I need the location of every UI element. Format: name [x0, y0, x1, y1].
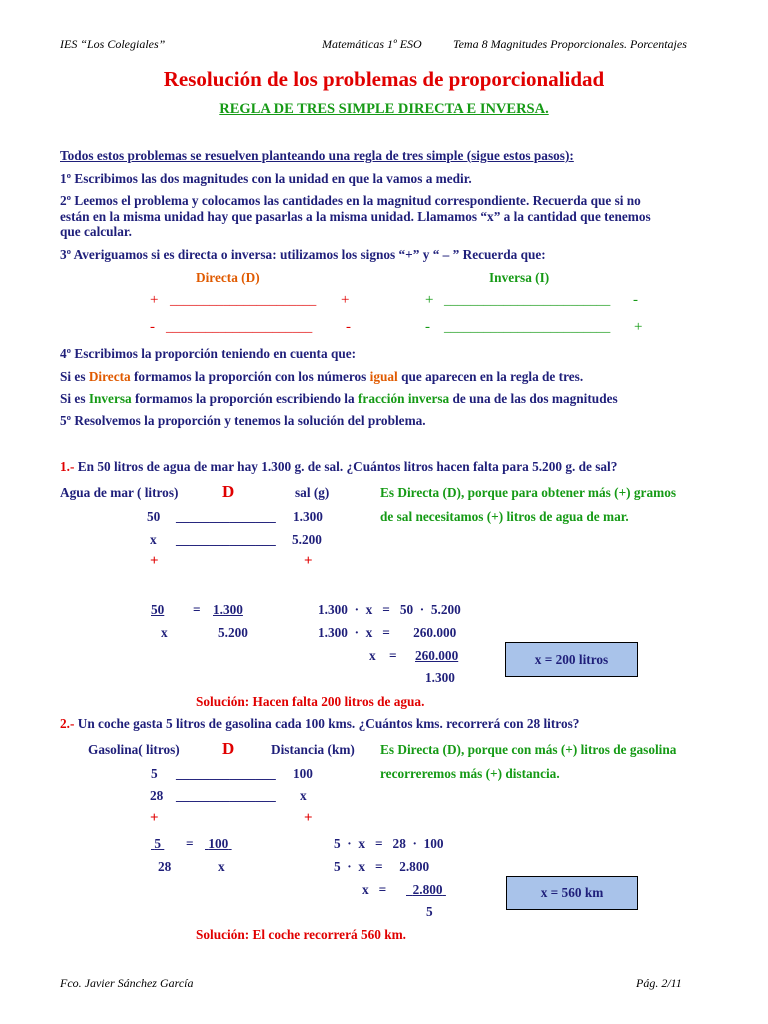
- problem-1-row-1-b: 1.300: [293, 509, 323, 524]
- problem-1-type: D: [222, 482, 235, 501]
- inversa-sign-1-right: -: [633, 292, 638, 308]
- directa-label: Directa (D): [196, 270, 260, 285]
- problem-2-type: D: [222, 739, 235, 758]
- inversa-sign-2-left: -: [425, 319, 430, 335]
- step-5: 5º Resolvemos la proporción y tenemos la solución del problema.: [60, 413, 426, 428]
- problem-2-equation-3-num-value: 2.800: [412, 882, 443, 897]
- problem-1-equation-3-den: 1.300: [425, 670, 455, 685]
- rule-inversa-text-3: de una de las dos magnitudes: [449, 391, 618, 406]
- problem-1-number: 1.-: [60, 459, 75, 474]
- problem-1-row-1-line: _______________: [176, 509, 276, 524]
- problem-1-solution: Solución: Hacen falta 200 litros de agua.: [196, 694, 425, 709]
- directa-sign-2-right: -: [346, 319, 351, 335]
- problem-2-equation-1: 5 · x = 28 · 100: [334, 836, 444, 851]
- rule-inversa: [60, 391, 618, 407]
- problem-2-row-2-a: 28: [150, 788, 164, 803]
- problem-1-text: En 50 litros de agua de mar hay 1.300 g. de sal. ¿Cuántos litros hacen falta para 5.200 g. de sal?: [74, 459, 618, 474]
- inversa-line-1: _________________________: [444, 292, 611, 307]
- problem-2-row-2-line: _______________: [176, 788, 276, 803]
- page-title: Resolución de los problemas de proporcionalidad: [163, 67, 605, 91]
- footer-page: Pág. 2/11: [636, 976, 682, 990]
- problem-2-row-1-a: 5: [151, 766, 158, 781]
- rule-inversa-fraccion: fracción inversa: [357, 391, 450, 406]
- intro-text: Todos estos problemas se resuelven planteando una regla de tres simple (sigue estos pasos):: [60, 148, 574, 163]
- problem-1-explanation-1: Es Directa (D), porque para obtener más (+) gramos: [380, 485, 677, 500]
- problem-1-plus-b: +: [304, 553, 313, 569]
- inversa-sign-2-right: +: [634, 319, 643, 335]
- problem-2-equation-2: 5 · x = 2.800: [334, 859, 430, 874]
- problem-2-plus-b: +: [304, 810, 313, 826]
- problem-1-row-2-a: x: [150, 532, 157, 547]
- problem-2-frac-eq: =: [186, 836, 194, 851]
- header-subject: Matemáticas 1º ESO: [322, 37, 422, 51]
- problem-1-row-2-line: _______________: [176, 532, 276, 547]
- rule-directa: [60, 369, 583, 385]
- rule-inversa-text-1: Si es: [60, 391, 89, 406]
- problem-1-row-2-b: 5.200: [292, 532, 322, 547]
- problem-1-explanation-2: de sal necesitamos (+) litros de agua de mar.: [380, 509, 629, 524]
- problem-2-row-2-b: x: [300, 788, 307, 803]
- directa-sign-2-left: -: [150, 319, 155, 335]
- header-topic: Tema 8 Magnitudes Proporcionales. Porcentajes: [453, 37, 687, 51]
- header-school: IES “Los Colegiales”: [60, 37, 166, 51]
- rule-inversa-text-2: formamos la proporción escribiendo la: [131, 391, 358, 406]
- problem-2-frac-1-den: 28: [158, 859, 172, 874]
- rule-inversa-keyword: Inversa: [88, 391, 132, 406]
- problem-2-magnitude-1: Gasolina( litros): [88, 742, 180, 757]
- problem-2-row-1-line: _______________: [176, 766, 276, 781]
- step-2-line-3: que calcular.: [60, 224, 132, 239]
- step-1: 1º Escribimos las dos magnitudes con la unidad en que la vamos a medir.: [60, 171, 472, 186]
- problem-2-frac-1-num-value: 5: [154, 836, 161, 851]
- rule-directa-text-3: que aparecen en la regla de tres.: [397, 369, 584, 384]
- rule-directa-igual: igual: [369, 369, 398, 384]
- problem-1-equation-1: 1.300 · x = 50 · 5.200: [318, 602, 461, 617]
- step-2-line-1: 2º Leemos el problema y colocamos las cantidades en la magnitud correspondiente. Recuerda que si no: [60, 193, 641, 208]
- problem-2-statement: [60, 716, 579, 732]
- problem-1-statement: [60, 459, 617, 475]
- problem-1-row-1-a: 50: [147, 509, 161, 524]
- page-subtitle: REGLA DE TRES SIMPLE DIRECTA E INVERSA.: [219, 101, 549, 117]
- problem-1-frac-1-den: x: [161, 625, 168, 640]
- problem-1-frac-2-num: 1.300: [213, 602, 243, 617]
- directa-line-2: ______________________: [166, 319, 313, 334]
- problem-2-equation-3-num: [406, 882, 446, 898]
- problem-2-magnitude-2: Distancia (km): [271, 742, 355, 757]
- problem-1-frac-2-den: 5.200: [218, 625, 248, 640]
- problem-2-row-1-b: 100: [293, 766, 313, 781]
- problem-2-text: Un coche gasta 5 litros de gasolina cada 100 kms. ¿Cuántos kms. recorrerá con 28 litros?: [74, 716, 580, 731]
- problem-1-magnitude-1: Agua de mar ( litros): [60, 485, 179, 500]
- rule-directa-text-2: formamos la proporción con los números: [130, 369, 370, 384]
- problem-1-plus-a: +: [150, 553, 159, 569]
- problem-1-frac-1-num: 50: [151, 602, 165, 617]
- inversa-line-2: _________________________: [444, 319, 611, 334]
- footer-author: Fco. Javier Sánchez García: [60, 976, 194, 990]
- problem-1-equation-3-lhs: x =: [369, 648, 397, 663]
- problem-2-equation-3-lhs: x =: [362, 882, 387, 897]
- problem-2-frac-2-num-value: 100: [208, 836, 229, 851]
- directa-sign-1-left: +: [150, 292, 159, 308]
- inversa-label: Inversa (I): [489, 270, 550, 285]
- step-2-line-2: están en la misma unidad hay que pasarlas a la misma unidad. Llamamos “x” a la cantidad que tenemos: [60, 209, 651, 224]
- problem-2-frac-2-num: [205, 836, 232, 852]
- problem-1-magnitude-2: sal (g): [295, 485, 330, 500]
- step-3: 3º Averiguamos si es directa o inversa: utilizamos los signos “+” y “ – ” Recuerda que:: [60, 247, 546, 262]
- rule-directa-keyword: Directa: [88, 369, 131, 384]
- problem-1-result-box: x = 200 litros: [505, 642, 638, 677]
- problem-2-equation-3-den: 5: [426, 904, 433, 919]
- problem-2-frac-1-num: [151, 836, 164, 852]
- problem-2-explanation-1: Es Directa (D), porque con más (+) litros de gasolina: [380, 742, 677, 757]
- rule-directa-text-1: Si es: [60, 369, 89, 384]
- problem-1-equation-3-num: 260.000: [415, 648, 459, 663]
- problem-2-explanation-2: recorreremos más (+) distancia.: [380, 766, 560, 781]
- problem-2-result-box: x = 560 km: [506, 876, 638, 910]
- directa-line-1: ______________________: [170, 292, 317, 307]
- directa-sign-1-right: +: [341, 292, 350, 308]
- problem-2-solution: Solución: El coche recorrerá 560 km.: [196, 927, 407, 942]
- problem-2-plus-a: +: [150, 810, 159, 826]
- step-4: 4º Escribimos la proporción teniendo en cuenta que:: [60, 346, 357, 361]
- problem-1-frac-eq: =: [193, 602, 201, 617]
- problem-1-equation-2: 1.300 · x = 260.000: [318, 625, 457, 640]
- problem-2-number: 2.-: [60, 716, 75, 731]
- inversa-sign-1-left: +: [425, 292, 434, 308]
- problem-2-frac-2-den: x: [218, 859, 225, 874]
